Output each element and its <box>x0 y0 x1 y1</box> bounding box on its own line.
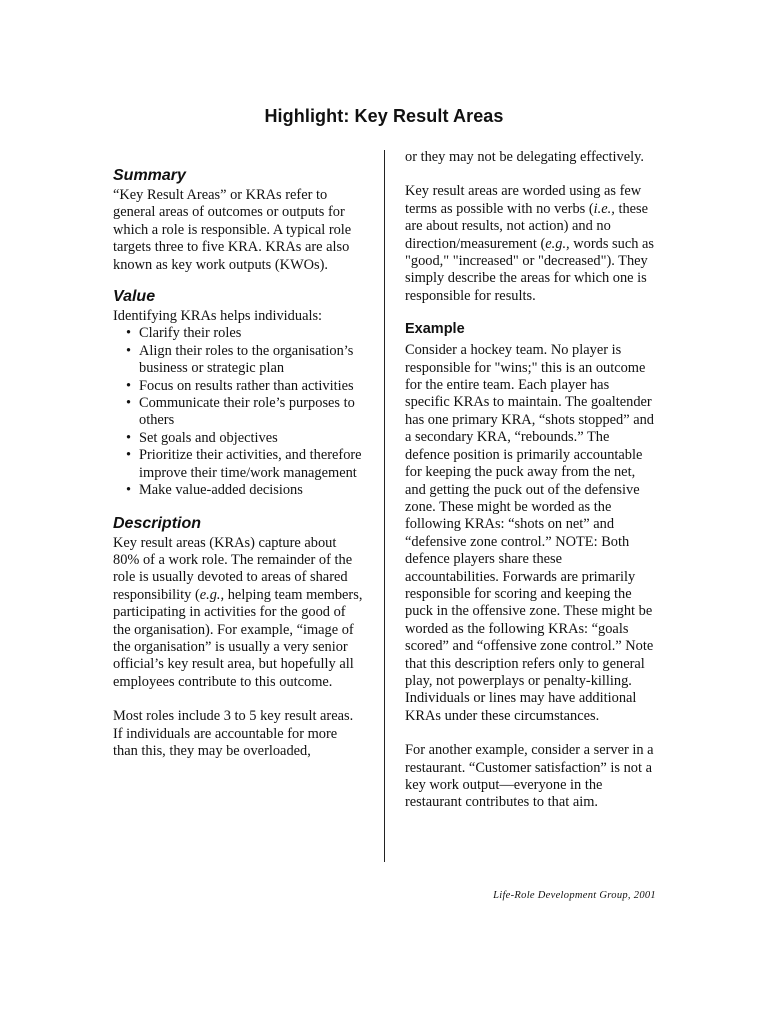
summary-heading: Summary <box>113 167 186 184</box>
description-text: words such as "good," "increased" or "decreased"). They simply describe the areas for which one is responsible for results. <box>405 235 654 304</box>
description-paragraph-2: Most roles include 3 to 5 key result areas. If individuals are accountable for more than this, they may be overloaded, <box>113 708 354 759</box>
description-paragraph-1 <box>113 535 363 692</box>
description-heading: Description <box>113 514 202 532</box>
description-text: these are about results, not action) and no direction/measurement ( <box>405 200 649 252</box>
description-eg: e.g., <box>545 235 570 252</box>
summary-paragraph: “Key Result Areas” or KRAs refer to general areas of outcomes or outputs for which a role is responsible. A typical role targets three to five KRA. KRAs are also known as key work outputs (KWOs). <box>113 187 352 273</box>
list-item: • Set goals and objectives <box>113 430 363 447</box>
list-item: • Focus on results rather than activities <box>113 378 363 395</box>
list-item: • Align their roles to the organisation’s business or strategic plan <box>113 343 363 378</box>
description-text: Key result areas are worded using as few terms as possible with no verbs ( <box>405 183 642 217</box>
column-divider <box>384 150 385 862</box>
description-ie: i.e., <box>593 200 615 217</box>
description-text: helping team members, participating in activities for the good of the organisation). For example, “image of the organisation” is usually a very senior official’s key result area, but hopefully all employees contribute to this outcome. <box>113 586 363 690</box>
list-item: • Make value-added decisions <box>113 482 363 499</box>
list-item: • Clarify their roles <box>113 325 363 342</box>
description-paragraph-3 <box>405 183 657 305</box>
description-paragraph-2-continued: or they may not be delegating effectively. <box>405 149 644 165</box>
footer-credit: Life-Role Development Group, 2001 <box>493 890 656 901</box>
list-item: • Prioritize their activities, and therefore improve their time/work management <box>113 447 363 482</box>
description-eg: e.g., <box>199 586 225 603</box>
value-heading: Value <box>113 288 156 306</box>
right-column <box>405 149 657 812</box>
value-list <box>113 325 363 499</box>
example-paragraph-1: Consider a hockey team. No player is responsible for "wins;" this is an outcome for the entire team. Each player has specific KRAs to maintain. The goaltender has one primary KRA, “shots stopped” and a secondary KRA, “rebounds.” The defence position is primarily accountable for keeping the puck away from the net, and getting the puck out of the defensive zone. These might be worded as the following KRAs: “shots on net” and “defensive zone control.” NOTE: Both defence players share these accountabilities. Forwards are primarily responsible for scoring and keeping the puck in the offensive zone. These might be worded as the following KRAs: “goals scored” and “offensive zone control.” Note that this description refers only to general play, not powerplays or penalty-killing. Individuals or lines may have additional KRAs under these circumstances. <box>405 342 654 724</box>
left-column <box>113 166 363 760</box>
description-text: Key result areas (KRAs) capture about 80% of a work role. The remainder of the role is usually devoted to areas of shared responsibility ( <box>113 534 353 603</box>
list-item: • Communicate their role’s purposes to others <box>113 395 363 430</box>
page-title: Highlight: Key Result Areas <box>264 106 504 126</box>
example-heading: Example <box>405 321 465 338</box>
example-paragraph-2: For another example, consider a server in a restaurant. “Customer satisfaction” is not a key work output—everyone in the restaurant contributes to that aim. <box>405 742 654 811</box>
value-intro: Identifying KRAs helps individuals: <box>113 308 323 325</box>
